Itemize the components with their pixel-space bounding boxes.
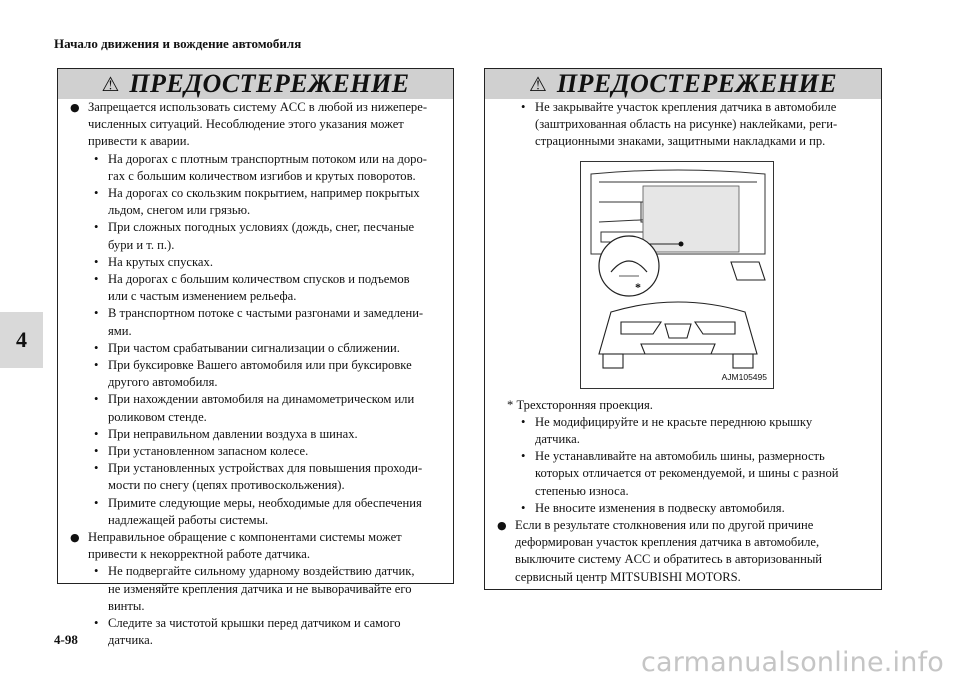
text-line: датчика. (535, 432, 580, 447)
text-line: не изменяйте крепления датчика и не выворачивайте его (108, 581, 412, 596)
text-line: • Примите следующие меры, необходимые для обеспечения (68, 495, 443, 512)
text-line: • При буксировке Вашего автомобиля или при буксировке (68, 357, 443, 374)
watermark: carmanualsonline.info (641, 647, 944, 678)
text-line: страционными знаками, защитными накладками и пр. (535, 134, 826, 149)
text-line: выключите систему ACC и обратитесь в авторизованный (515, 552, 823, 567)
text-line: численных ситуаций. Несоблюдение этого указания может (88, 117, 404, 132)
warning-content-right-top (485, 99, 881, 151)
text-line: • При установленном запасном колесе. (68, 443, 443, 460)
text-line: степенью износа. (535, 483, 629, 498)
text-line: привести к некорректной работе датчика. (88, 547, 311, 562)
warning-title-bar (58, 69, 453, 99)
sensor-mount-figure (580, 161, 774, 389)
text-line: ● Неправильное обращение с компонентами системы может (68, 529, 443, 546)
text-line: • На дорогах с большим количеством спусков и подъемов (68, 271, 443, 288)
text-line: • На дорогах с плотным транспортным потоком или на доро- (68, 151, 443, 168)
figure-star-marker: * (635, 279, 641, 294)
text-line: ● Запрещается использовать систему ACC в любой из нижепере- (68, 99, 443, 116)
warning-triangle-icon: ⚠ (101, 72, 120, 96)
text-line: другого автомобиля. (108, 375, 218, 390)
text-line: (заштрихованная область на рисунке) наклейками, реги- (535, 117, 838, 132)
text-line: ● Если в результате столкновения или по другой причине (495, 517, 871, 534)
text-line: или с частым изменением рельефа. (108, 289, 297, 304)
figure-code: AJM105495 (721, 371, 767, 382)
text-line: бури и т. п.). (108, 237, 175, 252)
warning-triangle-icon: ⚠ (528, 72, 547, 96)
text-line: деформирован участок крепления датчика в автомобиле, (515, 535, 820, 550)
sensor-area-hatch (643, 186, 739, 252)
text-line: которых отличается от рекомендуемой, и шины с разной (535, 466, 839, 481)
text-line: • При нахождении автомобиля на динамометрическом или (68, 391, 443, 408)
text-line: • При сложных погодных условиях (дождь, снег, песчаные (68, 219, 443, 236)
text-line: • На дорогах со скользким покрытием, например покрытых (68, 185, 443, 202)
text-line: • На крутых спусках. (68, 254, 443, 271)
warning-title: ПРЕДОСТЕРЕЖЕНИЕ (129, 69, 410, 98)
warning-title-bar (485, 69, 881, 99)
text-line: • Не устанавливайте на автомобиль шины, размерность (495, 448, 871, 465)
text-line: • Не подвергайте сильному ударному воздействию датчик, (68, 563, 443, 580)
text-line: • При неправильном давлении воздуха в шинах. (68, 426, 443, 443)
text-line: • При установленных устройствах для повышения проходи- (68, 460, 443, 477)
text-line: ями. (108, 323, 132, 338)
text-line: роликовом стенде. (108, 409, 207, 424)
text-line: датчика. (108, 633, 153, 648)
text-line: • При частом срабатывании сигнализации о сближении. (68, 340, 443, 357)
text-line: привести к аварии. (88, 134, 190, 149)
warning-box-right (484, 68, 882, 590)
text-line: • Следите за чистотой крышки перед датчиком и самого (68, 615, 443, 632)
text-line: льдом, снегом или грязью. (108, 203, 251, 218)
text-line: надлежащей работы системы. (108, 512, 269, 527)
text-line: * Трехсторонняя проекция. (507, 397, 653, 412)
text-line: • Не вносите изменения в подвеску автомобиля. (495, 500, 871, 517)
text-line: винты. (108, 598, 145, 613)
text-line: • Не закрывайте участок крепления датчика в автомобиле (495, 99, 871, 116)
text-line: • В транспортном потоке с частыми разгонами и замедлени- (68, 305, 443, 322)
text-line: гах с большим количеством изгибов и крутых поворотов. (108, 168, 416, 183)
page-header: Начало движения и вождение автомобиля (54, 36, 302, 51)
page-number: 4-98 (54, 632, 78, 647)
text-line: • Не модифицируйте и не красьте переднюю крышку (495, 414, 871, 431)
text-line: сервисный центр MITSUBISHI MOTORS. (515, 569, 741, 584)
warning-content-left (58, 99, 453, 650)
car-front-illustration (581, 162, 775, 390)
warning-content-right-bottom (485, 397, 881, 586)
chapter-tab: 4 (0, 312, 43, 368)
text-line: мости по снегу (цепях противоскольжения). (108, 478, 345, 493)
warning-title: ПРЕДОСТЕРЕЖЕНИЕ (556, 69, 838, 98)
